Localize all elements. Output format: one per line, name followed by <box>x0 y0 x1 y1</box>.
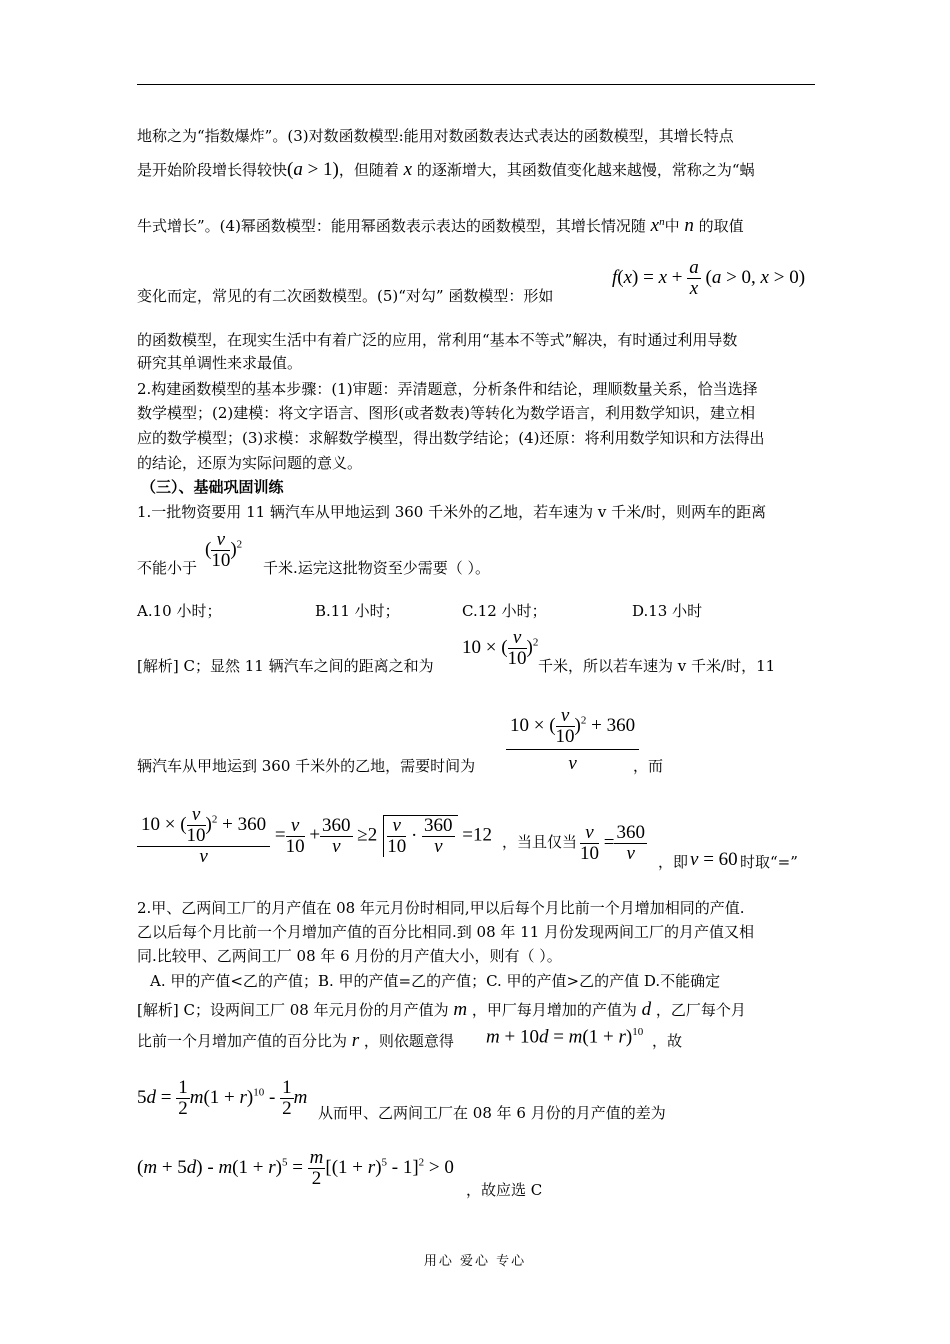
text-line: 同.比较甲、乙两间工厂 08 年 6 月份的月产值大小，则有（ ）。 <box>137 947 562 965</box>
text-line: 千米，所以若车速为 v 千米/时，11 <box>538 657 776 675</box>
text-line: 的结论，还原为实际问题的意义。 <box>137 454 363 472</box>
formula-sum-distance: 10 × ( $\frac{v}{10}$ )$^2$ <box>462 627 539 669</box>
text-line: 时取“=” <box>740 853 798 871</box>
formula-duigou: f(x) = x + $\frac{a}{x}$ (a > 0, x > 0) <box>612 257 806 299</box>
formula-time: 10 × ( $\frac{v}{10}$ )$^2$ + 360 v <box>506 706 639 778</box>
text-line: 研究其单调性来求最值。 <box>137 354 303 372</box>
text-line: 从而甲、乙两间工厂在 08 年 6 月份的月产值的差为 <box>318 1104 666 1122</box>
text-line: ，而 <box>633 757 664 775</box>
text-line: [解析] C；设两间工厂 08 年元月份的月产值为 m ，甲厂每月增加的产值为 d ，乙厂每个月 <box>137 999 746 1020</box>
text-line: 不能小于 千米.运完这批物资至少需要（ ）。 <box>137 559 491 577</box>
text-line: ，故应选 C <box>466 1181 543 1199</box>
formula-inequality: 10 × ( $\frac{v}{10}$ )$^2$ + 360 v = $\frac{v}{10}$ + $\frac{360}{v}$ ≥2 $\frac{v}{10}$ · $\frac{360}{v}$ =12 <box>137 805 492 867</box>
formula-equal-output: $m + 10d = m(1 + r)^{10}$ <box>486 1026 644 1048</box>
text-line: 2.构建函数模型的基本步骤：(1)审题：弄清题意，分析条件和结论，理顺数量关系，恰当选择 <box>137 380 758 398</box>
text-line: 乙以后每个月比前一个月增加产值的百分比相同.到 08 年 11 月份发现两间工厂的月产值又相 <box>137 923 755 941</box>
text-line: 应的数学模型；(3)求模：求解数学模型，得出数学结论；(4)还原：将利用数学知识和方法得出 <box>137 429 765 447</box>
text-line: [解析] C；显然 11 辆汽车之间的距离之和为 <box>137 657 434 675</box>
text-line: 是开始阶段增长得较快(a > 1)，但随着 x 的逐渐增大，其函数值变化越来越慢，常称之为“蜗 <box>137 159 755 180</box>
header-rule <box>137 84 815 85</box>
text-line: ，故 <box>652 1032 683 1050</box>
question-1: 1.一批物资要用 11 辆汽车从甲地运到 360 千米外的乙地，若车速为 v 千米/时，则两车的距离 <box>137 503 767 521</box>
text-line: 数学模型；(2)建模：将文字语言、图形(或者数表)等转化为数学语言，利用数学知识，建立相 <box>137 404 755 422</box>
formula-v-over-10-sq: ( $\frac{v}{10}$ )$^2$ <box>205 529 243 571</box>
text-line: ，即 <box>658 853 689 871</box>
option-d: D.13 小时 <box>632 602 703 620</box>
text-line: 变化而定，常见的有二次函数模型。(5)“对勾” 函数模型：形如 <box>137 287 554 305</box>
formula-difference: $(m + 5d) - m(1 + r)^5$ = $\frac{m}{2}$ $[(1 + r)^5 - 1]^2 > 0$ <box>137 1147 454 1189</box>
text-line: 的函数模型，在现实生活中有着广泛的应用，常利用“基本不等式”解决，有时通过利用导数 <box>137 331 738 349</box>
text-line: 牛式增长”。(4)幂函数模型：能用幂函数表示表达的函数模型，其增长情况随 $x^n$中 n 的取值 <box>137 215 744 236</box>
option-c: C.12 小时； <box>462 602 547 620</box>
option-a: A.10 小时； <box>137 602 222 620</box>
section-heading: （三）、基础巩固训练 <box>141 478 284 496</box>
question-2-options: A. 甲的产值<乙的产值；B. 甲的产值=乙的产值；C. 甲的产值>乙的产值 D.不能确定 <box>150 972 721 990</box>
formula-v-60: v = 60 <box>690 849 738 870</box>
text-line: 辆汽车从甲地运到 360 千米外的乙地，需要时间为 <box>137 757 476 775</box>
page-footer: 用心 爱心 专心 <box>423 1254 527 1269</box>
question-2: 2.甲、乙两间工厂的月产值在 08 年元月份时相同,甲以后每个月比前一个月增加相同的产值. <box>137 899 745 917</box>
text-line: 地称之为“指数爆炸”。(3)对数函数模型:能用对数函数表达式表达的函数模型，其增长特点 <box>137 127 734 145</box>
option-b: B.11 小时； <box>315 602 400 620</box>
text-line: 比前一个月增加产值的百分比为 r ，则依题意得 <box>137 1030 454 1051</box>
formula-equality-condition: $\frac{v}{10}$ = $\frac{360}{v}$ <box>580 822 645 864</box>
formula-5d: 5d = $\frac{1}{2}$ $m(1 + r)^{10}$ - $\frac{1}{2}$ m <box>137 1077 308 1119</box>
text-line: ，当且仅当 <box>502 833 578 851</box>
